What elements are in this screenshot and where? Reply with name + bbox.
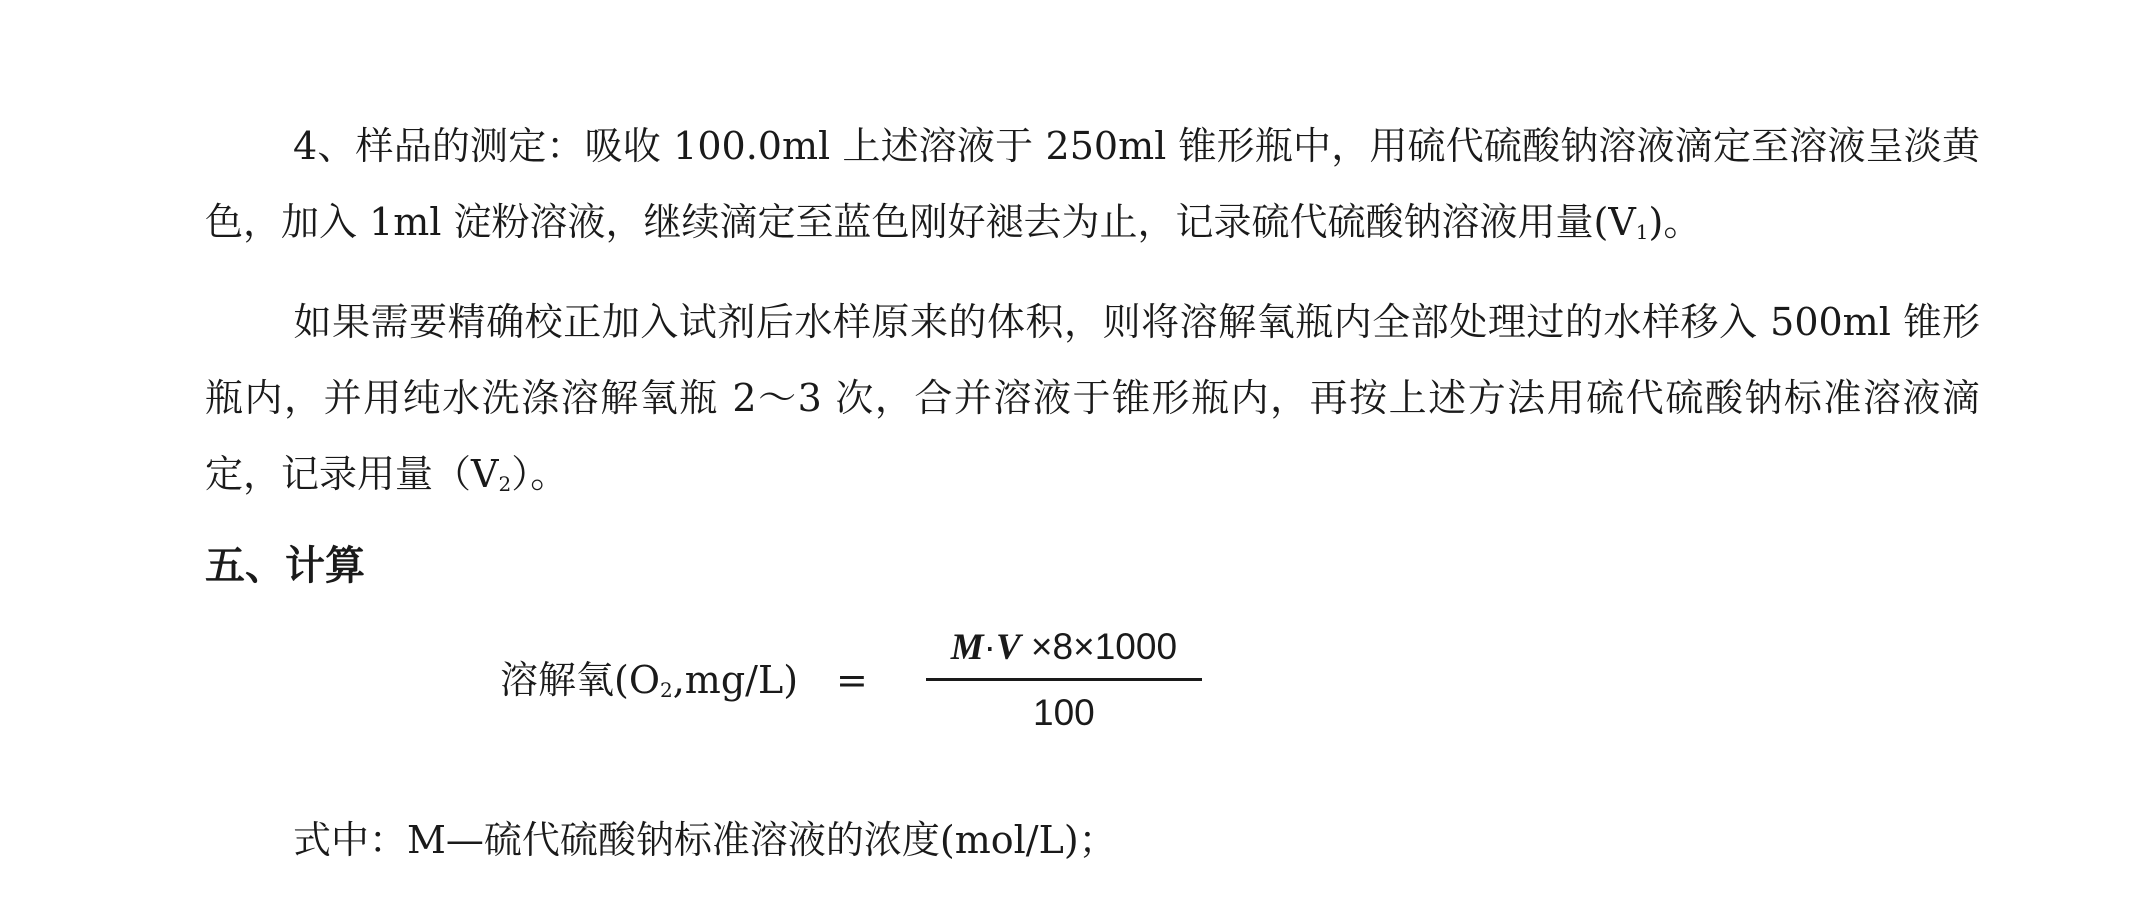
variable-v: V xyxy=(995,627,1021,668)
formula-label-subscript: 2 xyxy=(659,678,673,702)
paragraph-end: ）。 xyxy=(511,452,569,496)
paragraph-text: 4、样品的测定：吸收 100.0ml 上述溶液于 250ml 锥形瓶中，用硫代硫酸钠溶液滴定至溶液呈淡黄色，加入 1ml 淀粉溶液，继续滴定至蓝色刚好褪去为止，记录硫代硫酸钠溶液用量(V xyxy=(205,124,1980,244)
paragraph-volume-correction xyxy=(205,284,1980,512)
subscript-v2: 2 xyxy=(498,472,512,496)
multiplication-dot: · xyxy=(983,626,996,667)
equals-sign: = xyxy=(836,658,868,702)
section-heading-calculation: 五、计算 xyxy=(205,542,365,589)
variable-m: M xyxy=(950,627,984,668)
numerator-constants: ×8×1000 xyxy=(1020,626,1178,667)
formula-fraction xyxy=(926,623,1202,737)
subscript-v1: 1 xyxy=(1635,220,1649,244)
fraction-numerator xyxy=(947,623,1181,678)
formula-label xyxy=(500,655,798,705)
paragraph-text: 如果需要精确校正加入试剂后水样原来的体积，则将溶解氧瓶内全部处理过的水样移入 500ml 锥形瓶内，并用纯水洗涤溶解氧瓶 2～3 次，合并溶液于锥形瓶内，再按上述方法用硫代硫酸钠标准溶液滴定，记录用量（V xyxy=(205,300,1980,496)
formula-label-prefix: 溶解氧(O xyxy=(500,658,660,702)
formula-label-suffix: ,mg/L) xyxy=(672,658,799,702)
paragraph-sample-determination xyxy=(205,108,1980,260)
fraction-denominator: 100 xyxy=(1033,692,1095,733)
formula-variable-note: 式中：M—硫代硫酸钠标准溶液的浓度(mol/L)； xyxy=(293,818,1117,862)
dissolved-oxygen-formula xyxy=(500,620,1202,740)
paragraph-end: )。 xyxy=(1648,200,1702,244)
